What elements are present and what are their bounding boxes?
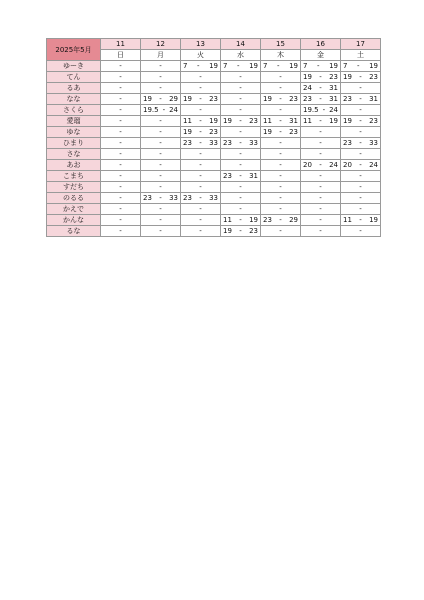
shift-separator: - bbox=[162, 106, 166, 114]
shift-range bbox=[301, 61, 340, 71]
staff-name: さくら bbox=[47, 105, 101, 116]
shift-cell: - bbox=[101, 215, 141, 226]
shift-separator: - bbox=[317, 62, 320, 70]
shift-cell: - bbox=[261, 149, 301, 160]
shift-start: 24 bbox=[303, 84, 312, 92]
staff-name: ひまり bbox=[47, 138, 101, 149]
shift-cell: - bbox=[301, 171, 341, 182]
shift-cell bbox=[341, 72, 381, 83]
staff-row bbox=[47, 105, 381, 116]
staff-name: ゆーき bbox=[47, 61, 101, 72]
staff-row bbox=[47, 83, 381, 94]
shift-cell: - bbox=[101, 127, 141, 138]
shift-cell: - bbox=[221, 94, 261, 105]
staff-name: のるる bbox=[47, 193, 101, 204]
shift-range bbox=[261, 215, 300, 225]
staff-row bbox=[47, 127, 381, 138]
shift-start: 19 bbox=[263, 95, 272, 103]
shift-start: 23 bbox=[343, 139, 352, 147]
shift-cell: - bbox=[141, 72, 181, 83]
shift-end: 23 bbox=[209, 95, 218, 103]
shift-range bbox=[261, 94, 300, 104]
shift-cell bbox=[221, 226, 261, 237]
shift-cell bbox=[261, 61, 301, 72]
shift-cell: - bbox=[141, 171, 181, 182]
shift-cell: - bbox=[221, 160, 261, 171]
shift-cell: - bbox=[261, 182, 301, 193]
shift-start: 19.5 bbox=[143, 106, 159, 114]
shift-separator: - bbox=[359, 73, 362, 81]
shift-start: 23 bbox=[183, 194, 192, 202]
shift-start: 11 bbox=[343, 216, 352, 224]
shift-cell bbox=[341, 116, 381, 127]
shift-cell: - bbox=[141, 182, 181, 193]
shift-cell: - bbox=[141, 83, 181, 94]
shift-range bbox=[261, 61, 300, 71]
shift-start: 20 bbox=[343, 161, 352, 169]
staff-name: るな bbox=[47, 226, 101, 237]
shift-cell bbox=[301, 61, 341, 72]
shift-start: 19 bbox=[303, 73, 312, 81]
shift-range bbox=[181, 138, 220, 148]
shift-cell: - bbox=[301, 138, 341, 149]
shift-cell: - bbox=[261, 193, 301, 204]
shift-separator: - bbox=[279, 216, 282, 224]
shift-cell bbox=[301, 83, 341, 94]
shift-end: 29 bbox=[169, 95, 178, 103]
shift-start: 23 bbox=[223, 139, 232, 147]
shift-cell bbox=[141, 193, 181, 204]
shift-cell: - bbox=[261, 83, 301, 94]
shift-cell: - bbox=[181, 204, 221, 215]
staff-name: てん bbox=[47, 72, 101, 83]
shift-cell: - bbox=[181, 105, 221, 116]
shift-cell: - bbox=[301, 226, 341, 237]
shift-cell bbox=[341, 138, 381, 149]
staff-row bbox=[47, 61, 381, 72]
shift-cell: - bbox=[141, 61, 181, 72]
shift-end: 23 bbox=[329, 73, 338, 81]
shift-end: 33 bbox=[209, 139, 218, 147]
shift-cell: - bbox=[221, 204, 261, 215]
shift-end: 31 bbox=[369, 95, 378, 103]
shift-cell: - bbox=[221, 72, 261, 83]
shift-start: 23 bbox=[223, 172, 232, 180]
staff-name: かえで bbox=[47, 204, 101, 215]
shift-cell bbox=[301, 94, 341, 105]
shift-end: 23 bbox=[289, 128, 298, 136]
shift-end: 24 bbox=[329, 161, 338, 169]
shift-start: 7 bbox=[263, 62, 268, 70]
shift-cell: - bbox=[181, 160, 221, 171]
shift-cell bbox=[221, 116, 261, 127]
shift-cell: - bbox=[341, 171, 381, 182]
shift-separator: - bbox=[319, 73, 322, 81]
shift-separator: - bbox=[359, 95, 362, 103]
weekday-header-cell: 金 bbox=[301, 50, 341, 61]
staff-row bbox=[47, 193, 381, 204]
shift-cell: - bbox=[101, 83, 141, 94]
shift-range bbox=[181, 61, 220, 71]
shift-cell bbox=[141, 105, 181, 116]
shift-cell: - bbox=[101, 182, 141, 193]
shift-end: 19 bbox=[209, 62, 218, 70]
staff-row bbox=[47, 160, 381, 171]
shift-cell bbox=[181, 94, 221, 105]
date-header-cell: 13 bbox=[181, 39, 221, 50]
shift-cell: - bbox=[141, 127, 181, 138]
shift-cell: - bbox=[221, 149, 261, 160]
shift-end: 24 bbox=[329, 106, 338, 114]
shift-separator: - bbox=[319, 117, 322, 125]
shift-cell: - bbox=[181, 182, 221, 193]
shift-cell bbox=[221, 215, 261, 226]
shift-cell: - bbox=[341, 193, 381, 204]
shift-cell bbox=[301, 105, 341, 116]
shift-end: 31 bbox=[329, 95, 338, 103]
shift-cell: - bbox=[101, 94, 141, 105]
weekday-header-cell: 火 bbox=[181, 50, 221, 61]
shift-separator: - bbox=[359, 216, 362, 224]
shift-separator: - bbox=[199, 139, 202, 147]
staff-row bbox=[47, 226, 381, 237]
staff-name: かんな bbox=[47, 215, 101, 226]
shift-cell: - bbox=[101, 193, 141, 204]
shift-end: 19 bbox=[249, 216, 258, 224]
shift-cell: - bbox=[141, 160, 181, 171]
shift-cell: - bbox=[141, 138, 181, 149]
shift-end: 19 bbox=[329, 117, 338, 125]
shift-range bbox=[301, 83, 340, 93]
shift-range bbox=[141, 193, 180, 203]
shift-start: 7 bbox=[183, 62, 188, 70]
shift-cell bbox=[261, 215, 301, 226]
shift-cell: - bbox=[141, 226, 181, 237]
shift-cell: - bbox=[101, 149, 141, 160]
shift-end: 19 bbox=[369, 216, 378, 224]
shift-start: 11 bbox=[303, 117, 312, 125]
shift-cell: - bbox=[101, 116, 141, 127]
shift-separator: - bbox=[159, 95, 162, 103]
shift-range bbox=[341, 138, 380, 148]
shift-range bbox=[301, 105, 340, 115]
shift-separator: - bbox=[239, 216, 242, 224]
shift-start: 19 bbox=[343, 117, 352, 125]
shift-end: 31 bbox=[329, 84, 338, 92]
shift-cell bbox=[141, 94, 181, 105]
staff-name: 愛瑠 bbox=[47, 116, 101, 127]
shift-separator: - bbox=[319, 84, 322, 92]
shift-cell bbox=[181, 127, 221, 138]
shift-cell: - bbox=[181, 215, 221, 226]
shift-start: 23 bbox=[263, 216, 272, 224]
shift-cell: - bbox=[101, 105, 141, 116]
shift-start: 19 bbox=[223, 117, 232, 125]
shift-separator: - bbox=[279, 117, 282, 125]
shift-separator: - bbox=[322, 106, 326, 114]
shift-cell: - bbox=[301, 204, 341, 215]
shift-range bbox=[181, 127, 220, 137]
shift-range bbox=[301, 72, 340, 82]
shift-cell: - bbox=[261, 160, 301, 171]
shift-end: 19 bbox=[369, 62, 378, 70]
shift-cell: - bbox=[101, 160, 141, 171]
shift-cell bbox=[181, 61, 221, 72]
weekday-header-cell: 木 bbox=[261, 50, 301, 61]
shift-range bbox=[181, 116, 220, 126]
shift-range bbox=[141, 94, 180, 104]
shift-cell: - bbox=[101, 72, 141, 83]
shift-cell: - bbox=[181, 83, 221, 94]
shift-cell: - bbox=[141, 215, 181, 226]
shift-range bbox=[341, 160, 380, 170]
shift-cell: - bbox=[221, 193, 261, 204]
shift-cell: - bbox=[101, 138, 141, 149]
date-header-cell: 14 bbox=[221, 39, 261, 50]
shift-start: 23 bbox=[343, 95, 352, 103]
shift-start: 19 bbox=[183, 95, 192, 103]
staff-row bbox=[47, 94, 381, 105]
staff-row bbox=[47, 72, 381, 83]
shift-end: 24 bbox=[369, 161, 378, 169]
shift-cell: - bbox=[261, 138, 301, 149]
shift-range bbox=[141, 105, 180, 115]
shift-cell: - bbox=[261, 204, 301, 215]
shift-separator: - bbox=[279, 95, 282, 103]
shift-separator: - bbox=[199, 117, 202, 125]
shift-range bbox=[341, 215, 380, 225]
shift-cell: - bbox=[141, 204, 181, 215]
shift-start: 11 bbox=[183, 117, 192, 125]
staff-name: あお bbox=[47, 160, 101, 171]
shift-range bbox=[341, 94, 380, 104]
shift-start: 11 bbox=[263, 117, 272, 125]
shift-cell bbox=[301, 116, 341, 127]
shift-cell bbox=[261, 94, 301, 105]
shift-end: 24 bbox=[169, 106, 178, 114]
shift-cell: - bbox=[261, 105, 301, 116]
staff-name: さな bbox=[47, 149, 101, 160]
shift-cell bbox=[341, 215, 381, 226]
staff-name: こまち bbox=[47, 171, 101, 182]
shift-start: 19 bbox=[263, 128, 272, 136]
shift-range bbox=[221, 171, 260, 181]
date-header-cell: 15 bbox=[261, 39, 301, 50]
shift-cell bbox=[301, 72, 341, 83]
shift-separator: - bbox=[359, 161, 362, 169]
shift-cell bbox=[261, 127, 301, 138]
shift-cell bbox=[301, 160, 341, 171]
shift-range bbox=[221, 226, 260, 236]
date-header-cell: 16 bbox=[301, 39, 341, 50]
shift-start: 23 bbox=[143, 194, 152, 202]
shift-start: 20 bbox=[303, 161, 312, 169]
shift-cell: - bbox=[221, 182, 261, 193]
shift-end: 29 bbox=[289, 216, 298, 224]
shift-cell bbox=[221, 138, 261, 149]
shift-cell: - bbox=[341, 204, 381, 215]
shift-cell: - bbox=[101, 226, 141, 237]
shift-separator: - bbox=[159, 194, 162, 202]
shift-range bbox=[341, 116, 380, 126]
shift-range bbox=[221, 61, 260, 71]
shift-cell: - bbox=[221, 83, 261, 94]
staff-row bbox=[47, 116, 381, 127]
shift-separator: - bbox=[239, 227, 242, 235]
shift-cell bbox=[221, 61, 261, 72]
shift-cell bbox=[341, 160, 381, 171]
shift-range bbox=[301, 94, 340, 104]
staff-row bbox=[47, 182, 381, 193]
shift-cell: - bbox=[301, 193, 341, 204]
shift-end: 23 bbox=[249, 227, 258, 235]
shift-start: 19 bbox=[343, 73, 352, 81]
shift-start: 19.5 bbox=[303, 106, 319, 114]
shift-cell: - bbox=[341, 226, 381, 237]
shift-end: 23 bbox=[209, 128, 218, 136]
staff-rows bbox=[47, 61, 381, 237]
shift-start: 19 bbox=[183, 128, 192, 136]
shift-separator: - bbox=[279, 128, 282, 136]
shift-separator: - bbox=[319, 161, 322, 169]
shift-cell bbox=[341, 94, 381, 105]
shift-cell: - bbox=[181, 72, 221, 83]
shift-separator: - bbox=[237, 62, 240, 70]
shift-range bbox=[301, 160, 340, 170]
shift-separator: - bbox=[197, 62, 200, 70]
shift-cell: - bbox=[181, 171, 221, 182]
staff-name: すだち bbox=[47, 182, 101, 193]
staff-row bbox=[47, 215, 381, 226]
shift-cell bbox=[341, 61, 381, 72]
shift-separator: - bbox=[359, 117, 362, 125]
month-label: 2025年5月 bbox=[47, 39, 101, 61]
shift-start: 7 bbox=[343, 62, 348, 70]
shift-separator: - bbox=[199, 128, 202, 136]
shift-end: 23 bbox=[369, 117, 378, 125]
shift-range bbox=[301, 116, 340, 126]
shift-separator: - bbox=[357, 62, 360, 70]
shift-cell: - bbox=[101, 171, 141, 182]
shift-cell: - bbox=[301, 149, 341, 160]
shift-range bbox=[341, 61, 380, 71]
shift-schedule-table bbox=[46, 38, 381, 237]
shift-start: 23 bbox=[183, 139, 192, 147]
shift-cell: - bbox=[301, 182, 341, 193]
weekday-header-cell: 土 bbox=[341, 50, 381, 61]
shift-separator: - bbox=[359, 139, 362, 147]
shift-cell bbox=[181, 193, 221, 204]
shift-end: 33 bbox=[209, 194, 218, 202]
staff-name: なな bbox=[47, 94, 101, 105]
shift-start: 23 bbox=[303, 95, 312, 103]
date-header-row bbox=[47, 39, 381, 50]
shift-separator: - bbox=[239, 117, 242, 125]
weekday-header-cell: 月 bbox=[141, 50, 181, 61]
shift-cell: - bbox=[341, 182, 381, 193]
shift-range bbox=[221, 116, 260, 126]
shift-cell bbox=[261, 116, 301, 127]
shift-cell bbox=[221, 171, 261, 182]
shift-separator: - bbox=[199, 194, 202, 202]
shift-end: 31 bbox=[249, 172, 258, 180]
date-header-cell: 11 bbox=[101, 39, 141, 50]
shift-cell: - bbox=[301, 127, 341, 138]
shift-end: 23 bbox=[289, 95, 298, 103]
shift-cell: - bbox=[221, 105, 261, 116]
shift-end: 19 bbox=[329, 62, 338, 70]
shift-cell: - bbox=[101, 204, 141, 215]
shift-cell: - bbox=[261, 171, 301, 182]
shift-cell: - bbox=[141, 149, 181, 160]
shift-range bbox=[181, 94, 220, 104]
shift-cell bbox=[181, 116, 221, 127]
shift-range bbox=[261, 116, 300, 126]
shift-cell: - bbox=[341, 127, 381, 138]
shift-cell: - bbox=[101, 61, 141, 72]
staff-row bbox=[47, 149, 381, 160]
shift-start: 7 bbox=[303, 62, 308, 70]
staff-name: ゆな bbox=[47, 127, 101, 138]
staff-name: るあ bbox=[47, 83, 101, 94]
shift-cell: - bbox=[341, 149, 381, 160]
weekday-header-cell: 水 bbox=[221, 50, 261, 61]
staff-row bbox=[47, 171, 381, 182]
shift-end: 31 bbox=[289, 117, 298, 125]
shift-end: 19 bbox=[249, 62, 258, 70]
shift-cell: - bbox=[141, 116, 181, 127]
shift-cell: - bbox=[261, 72, 301, 83]
staff-row bbox=[47, 204, 381, 215]
shift-separator: - bbox=[239, 172, 242, 180]
shift-end: 19 bbox=[209, 117, 218, 125]
shift-separator: - bbox=[239, 139, 242, 147]
shift-cell: - bbox=[341, 83, 381, 94]
shift-end: 33 bbox=[169, 194, 178, 202]
shift-cell: - bbox=[261, 226, 301, 237]
shift-range bbox=[261, 127, 300, 137]
shift-end: 19 bbox=[289, 62, 298, 70]
shift-separator: - bbox=[199, 95, 202, 103]
shift-start: 19 bbox=[143, 95, 152, 103]
staff-row bbox=[47, 138, 381, 149]
date-header-cell: 12 bbox=[141, 39, 181, 50]
shift-range bbox=[221, 138, 260, 148]
shift-cell: - bbox=[341, 105, 381, 116]
shift-separator: - bbox=[277, 62, 280, 70]
shift-cell bbox=[181, 138, 221, 149]
shift-cell: - bbox=[181, 226, 221, 237]
shift-range bbox=[341, 72, 380, 82]
shift-end: 33 bbox=[249, 139, 258, 147]
shift-separator: - bbox=[319, 95, 322, 103]
date-header-cell: 17 bbox=[341, 39, 381, 50]
shift-start: 11 bbox=[223, 216, 232, 224]
shift-start: 7 bbox=[223, 62, 228, 70]
shift-range bbox=[181, 193, 220, 203]
shift-cell: - bbox=[301, 215, 341, 226]
shift-end: 33 bbox=[369, 139, 378, 147]
shift-start: 19 bbox=[223, 227, 232, 235]
shift-range bbox=[221, 215, 260, 225]
shift-end: 23 bbox=[249, 117, 258, 125]
shift-cell: - bbox=[181, 149, 221, 160]
weekday-header-cell: 日 bbox=[101, 50, 141, 61]
shift-end: 23 bbox=[369, 73, 378, 81]
shift-cell: - bbox=[221, 127, 261, 138]
